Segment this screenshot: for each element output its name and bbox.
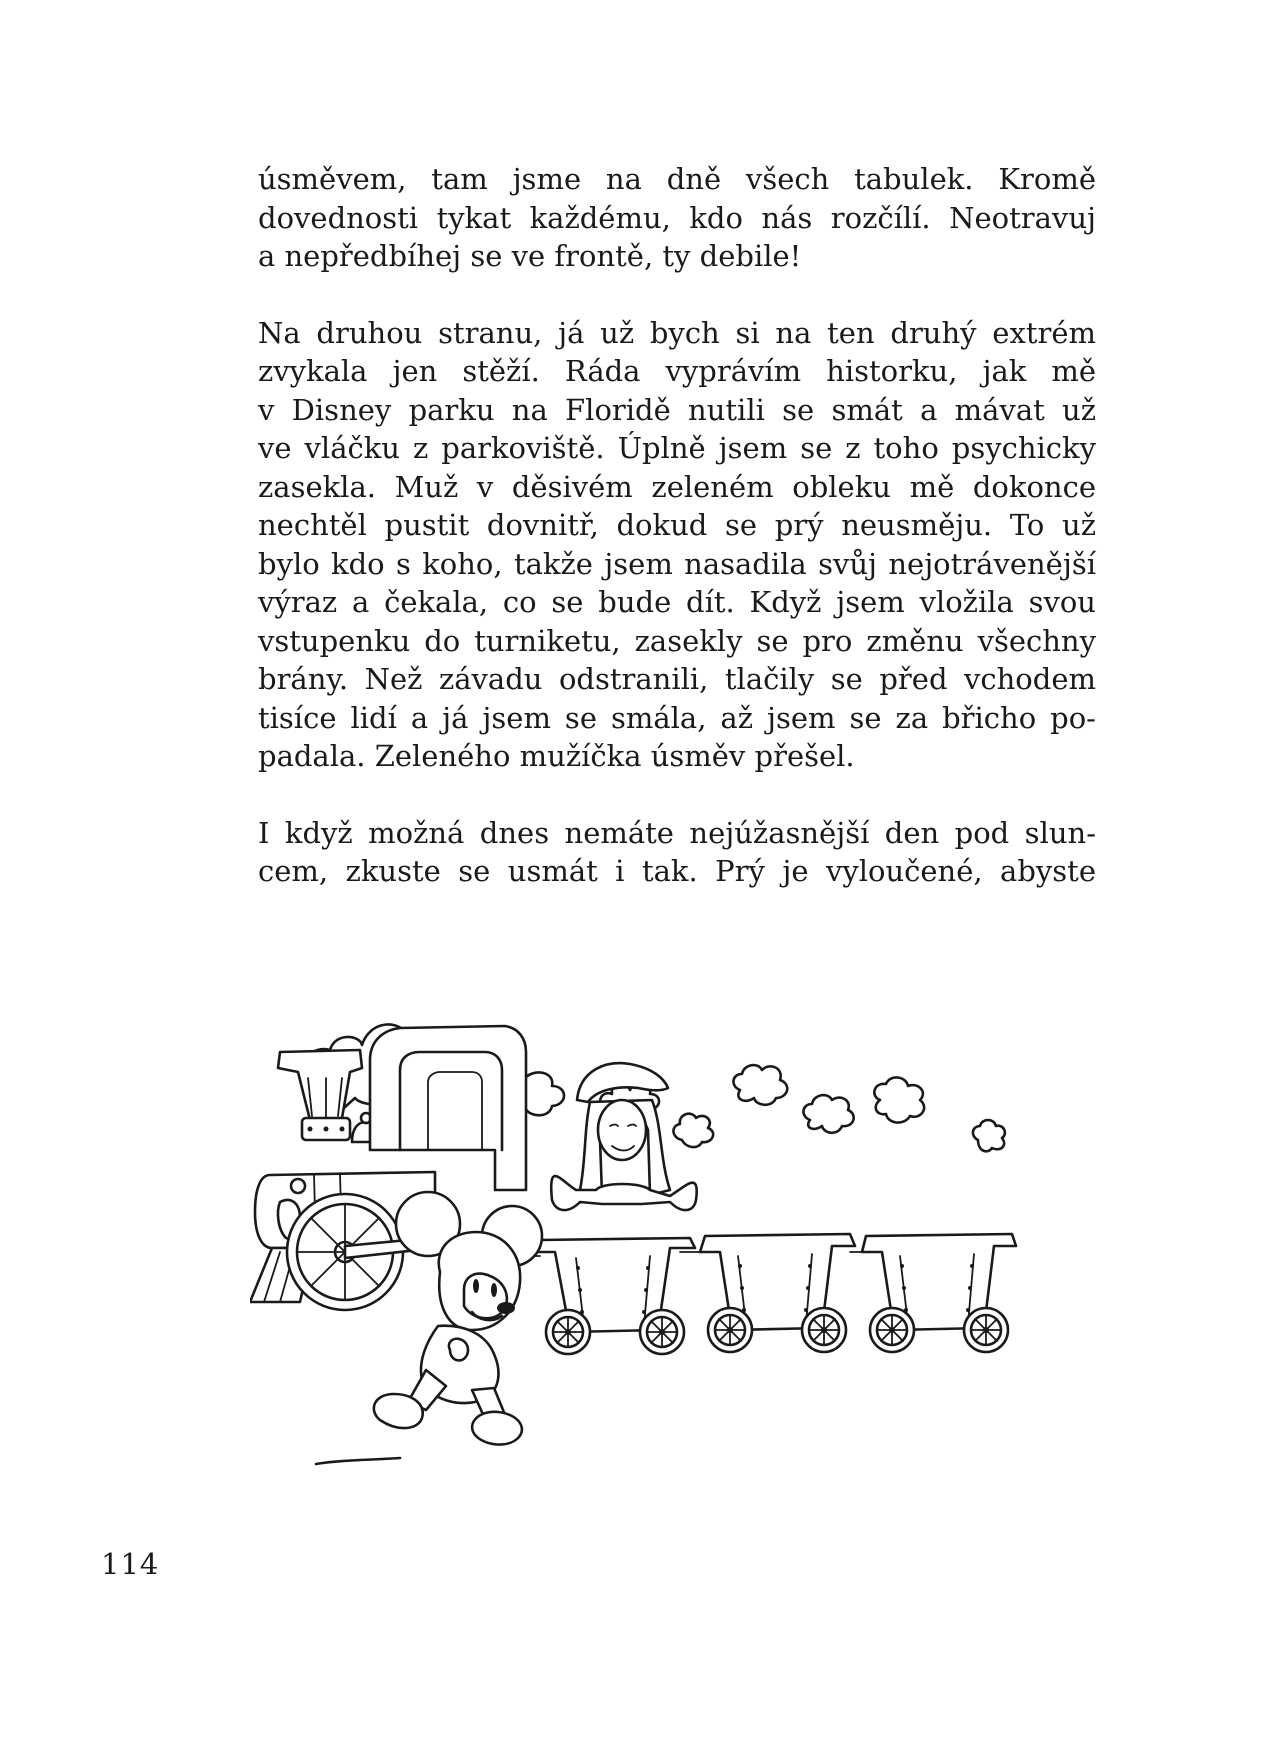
text-line: v Disney parku na Floridě nutili se smát a mávat už [258, 392, 1096, 427]
page-number: 114 [101, 1547, 160, 1581]
engine-chimney [278, 1050, 362, 1120]
smoke-puff [874, 1077, 924, 1122]
text-line: bylo kdo s koho, takže jsem nasadila svůj nejotrávenější [258, 546, 1096, 581]
text-line: ve vláčku z parkoviště. Úplně jsem se z toho psychicky [258, 431, 1096, 465]
text-line: I když možná dnes nemáte nejúžasnější den pod slun- [258, 815, 1096, 850]
text-line: a nepředbíhej se ve frontě, ty debile! [258, 239, 802, 273]
smoke-puff [973, 1120, 1005, 1151]
text-line: brány. Než závadu odstranili, tlačily se před vchodem [258, 662, 1096, 696]
body-text [258, 160, 1096, 891]
text-line: Na druhou stranu, já už bych si na ten druhý extrém [258, 315, 1096, 350]
paragraph-3 [258, 814, 1096, 891]
train-car-2 [700, 1234, 855, 1352]
smoke-puff [673, 1114, 713, 1147]
paragraph-2 [258, 314, 1096, 776]
text-line: vstupenku do turniketu, zasekly se pro změnu všechny [258, 623, 1096, 658]
smoke-puff [733, 1065, 787, 1105]
text-line: zasekla. Muž v děsivém zeleném obleku mě dokonce [258, 469, 1096, 504]
text-line: nechtěl pustit dovnitř, dokud se prý neusměju. To už [258, 508, 1096, 542]
text-line: dovednosti tykat každému, kdo nás rozčílí. Neotravuj [258, 200, 1096, 235]
text-line: výraz a čekala, co se bude dít. Když jsem vložila svou [258, 585, 1096, 619]
paragraph-1 [258, 160, 1096, 276]
text-line: cem, zkuste se usmát i tak. Prý je vyloučené, abyste [258, 854, 1096, 888]
train-car-1 [535, 1238, 695, 1354]
text-line: padala. Zeleného mužíčka úsměv přešel. [258, 739, 855, 773]
text-line: zvykala jen stěží. Ráda vyprávím historku, jak mě [258, 354, 1096, 388]
smoke-puff [803, 1095, 853, 1133]
text-line: úsměvem, tam jsme na dně všech tabulek. Kromě [258, 162, 1096, 196]
text-line: tisíce lidí a já jsem se smála, až jsem se za břicho po- [258, 700, 1096, 735]
train-drawing [250, 990, 1110, 1570]
train-car-3 [862, 1234, 1016, 1352]
train-illustration [250, 990, 1110, 1570]
